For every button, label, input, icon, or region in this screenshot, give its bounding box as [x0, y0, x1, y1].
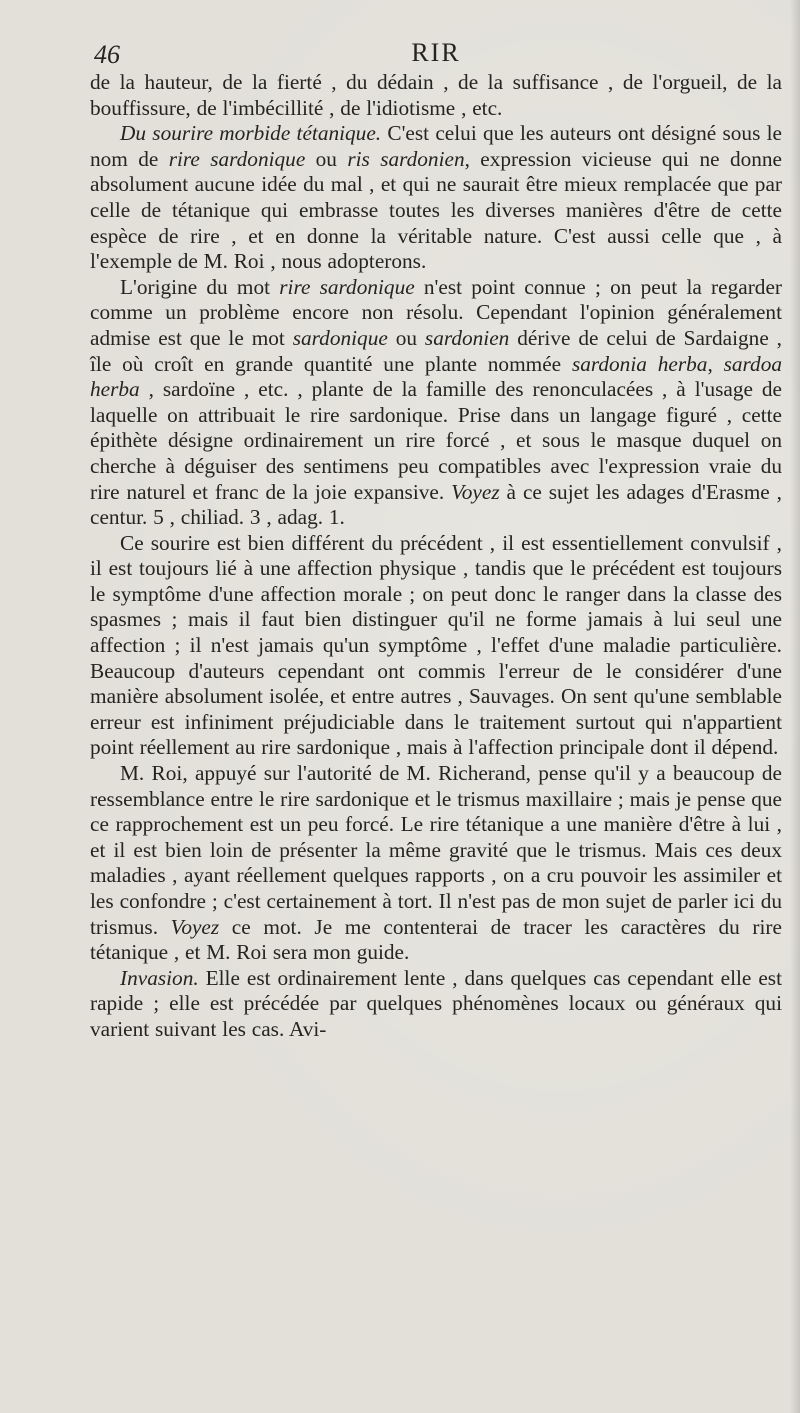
text-run: de la hauteur, de la fierté , du dédain , de la suffisance , de l'orgueil, de la bouffissure, de l'imbécillité , de l'idiotisme , etc.	[90, 70, 782, 120]
italic-run: sardonique	[292, 325, 388, 350]
text-run: Ce sourire est bien différent du précédent , il est essentiellement convulsif , il est toujours lié à une affection physique , tandis que le précédent est toujours le symptôme d'une affection morale ; on peut donc le ranger dans la classe des spasmes ; mais il faut bien distinguer qu'il ne forme jamais à lui seul une affection ; il n'est jamais qu'un symptôme , l'effet d'une maladie particulière. Beaucoup d'auteurs cependant ont commis l'erreur de le considérer d'une manière absolument isolée, et entre autres , Sauvages. On sent qu'une semblable erreur est infiniment préjudiciable dans le traitement surtout qui n'appartient point réellement au rire sardonique , mais à l'affection principale dont il dépend.	[90, 530, 782, 760]
text-run: Elle est ordinairement lente , dans quelques cas cependant elle est rapide ; elle est précédée par quelques phénomènes locaux ou généraux qui varient suivant les cas. Avi-	[90, 965, 782, 1041]
paragraph-continued	[90, 70, 782, 121]
italic-run: Invasion.	[120, 965, 199, 990]
paragraph-invasion	[90, 966, 782, 1043]
italic-run: rire sardonique	[279, 274, 415, 299]
text-run: n'est point connue ; on peut la regarder comme un problème encore non résolu. Cependant l'opinion généralement admise est que le mot	[90, 274, 782, 350]
running-head: RIR	[411, 38, 461, 67]
text-run: C'est celui que les auteurs ont désigné sous le nom de	[90, 121, 782, 171]
page-edge-shadow	[790, 0, 800, 1413]
italic-run: Voyez	[451, 479, 500, 504]
italic-run: Du sourire morbide tétanique.	[120, 121, 382, 146]
text-run: , expression vicieuse qui ne donne absolument aucune idée du mal , et qui ne saurait être mieux remplacée que par celle de tétanique qui embrasse toutes les diverses manières d'être de cette espèce de rire , et en donne la véritable nature. C'est aussi celle que , à l'exemple de M. Roi , nous adopterons.	[90, 146, 782, 274]
italic-run: sardonien	[424, 325, 510, 350]
paragraph-m-roi	[90, 761, 782, 966]
text-run: ou	[305, 146, 348, 171]
text-run: ou	[387, 325, 425, 350]
paragraph-sourire-morbide	[90, 121, 782, 275]
italic-run: ris sardonien	[347, 146, 465, 171]
text-run: à ce sujet les adages d'Erasme , centur. 5 , chiliad. 3 , adag. 1.	[90, 479, 782, 530]
paragraph-ce-sourire	[90, 531, 782, 761]
italic-run: rire sardonique	[168, 146, 306, 171]
italic-run: Voyez	[170, 914, 220, 939]
text-run: L'origine du mot	[120, 274, 280, 299]
italic-run: sardoa herba	[90, 351, 782, 402]
text-run: ,	[707, 351, 724, 376]
text-run: M. Roi, appuyé sur l'autorité de M. Richerand, pense qu'il y a beaucoup de ressemblance entre le rire sardonique et le trismus maxillaire ; mais je pense que ce rapprochement est un peu forcé. Le rire tétanique a une manière d'être à lui , et il est bien loin de présenter la même gravité que le trismus. Mais ces deux maladies , ayant réellement quelques rapports , on a cru pouvoir les assimiler et les confondre ; c'est certainement à tort. Il n'est pas de mon sujet de parler ici du trismus.	[90, 761, 782, 939]
text-run: , sardoïne , etc. , plante de la famille des renonculacées , à l'usage de laquelle on attribuait le rire sardonique. Prise dans un langage figuré , cette épithète désigne ordinairement un rire forcé , et sous le masque duquel on cherche à déguiser des sentimens peu compatibles avec l'expression vraie du rire naturel et franc de la joie expansive.	[90, 377, 782, 504]
page-header	[90, 36, 782, 70]
text-run: ce mot. Je me contenterai de tracer les caractères du rire tétanique , et M. Roi sera mon guide.	[90, 914, 782, 965]
paragraph-origine-du-mot	[90, 275, 782, 531]
page-number: 46	[94, 40, 120, 69]
text-run: dérive de celui de Sardaigne , île où croît en grande quantité une plante nommée	[90, 325, 783, 376]
italic-run: sardonia herba	[571, 351, 708, 376]
page-body	[90, 70, 782, 1043]
